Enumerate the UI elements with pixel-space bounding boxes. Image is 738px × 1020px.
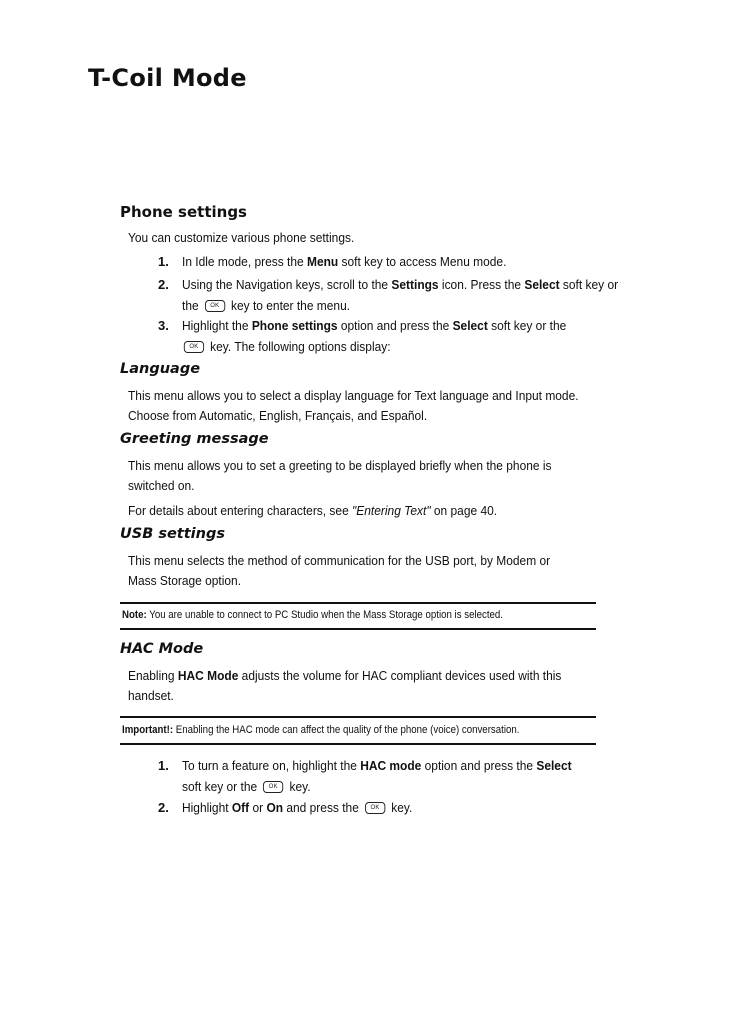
note-bottom-rule — [120, 628, 596, 630]
hac-text: Enabling HAC Mode adjusts the volume for HAC compliant devices used with this handset. — [128, 668, 562, 703]
ok-key-icon — [263, 781, 283, 793]
language-heading: Language — [120, 361, 201, 377]
important-top-rule — [120, 716, 596, 718]
important-bottom-rule — [120, 743, 596, 745]
ok-key-icon — [205, 300, 225, 312]
ok-key-icon — [184, 341, 204, 353]
usb-note: Note: You are unable to connect to PC Studio when the Mass Storage option is selected. — [122, 609, 503, 621]
page-title: T-Coil Mode — [88, 64, 247, 92]
greeting-text: This menu allows you to set a greeting to be displayed briefly when the phone is switched on. — [128, 458, 552, 493]
entering-text-link[interactable]: "Entering Text" — [352, 503, 431, 518]
step-number: 1. — [158, 758, 169, 773]
step-number: 2. — [158, 277, 169, 292]
usb-heading: USB settings — [120, 526, 225, 542]
hac-important: Important!: Enabling the HAC mode can affect the quality of the phone (voice) conversation. — [122, 724, 520, 736]
usb-text: This menu selects the method of communication for the USB port, by Modem or Mass Storage option. — [128, 553, 551, 588]
hac-heading: HAC Mode — [120, 641, 204, 657]
step-number: 2. — [158, 800, 169, 815]
language-text: This menu allows you to select a display language for Text language and Input mode. Choose from Automatic, English, Français, and Español. — [128, 388, 579, 423]
ok-key-icon — [365, 802, 385, 814]
greeting-details: For details about entering characters, see "Entering Text" on page 40. — [128, 503, 498, 518]
phone-settings-heading: Phone settings — [120, 203, 247, 221]
step-number: 3. — [158, 318, 169, 333]
phone-settings-intro: You can customize various phone settings. — [128, 230, 355, 245]
greeting-heading: Greeting message — [120, 431, 269, 447]
note-top-rule — [120, 602, 596, 604]
step-number: 1. — [158, 254, 169, 269]
